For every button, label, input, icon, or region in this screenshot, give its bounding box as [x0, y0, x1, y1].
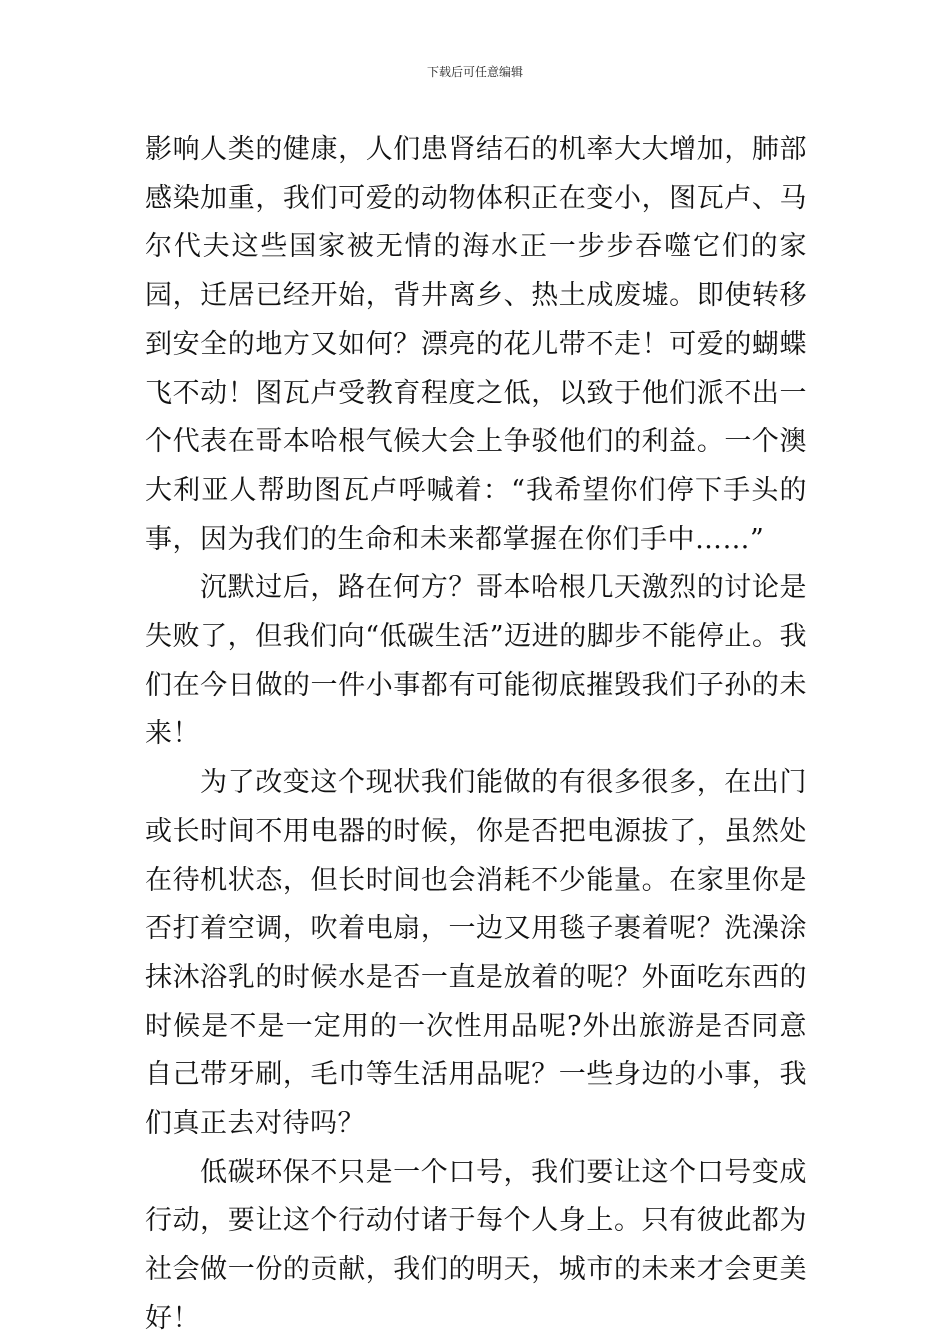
paragraph: 低碳环保不只是一个口号，我们要让这个口号变成行动，要让这个行动付诸于每个人身上。只有彼此都为社会做一份的贡献，我们的明天，城市的未来才会更美好！ — [145, 1156, 807, 1334]
header-note: 下载后可任意编辑 — [426, 65, 523, 79]
document-body — [145, 126, 807, 1344]
paragraph: 沉默过后，路在何方？哥本哈根几天激烈的讨论是失败了，但我们向“低碳生活”迈进的脚步不能停止。我们在今日做的一件小事都有可能彻底摧毁我们子孙的未来！ — [145, 572, 807, 750]
paragraph-continued: 影响人类的健康，人们患肾结石的机率大大增加，肺部感染加重，我们可爱的动物体积正在变小，图瓦卢、马尔代夫这些国家被无情的海水正一步步吞噬它们的家园，迁居已经开始，背井离乡、热土成废墟。即使转移到安全的地方又如何？漂亮的花儿带不走！可爱的蝴蝶飞不动！图瓦卢受教育程度之低，以致于他们派不出一个代表在哥本哈根气候大会上争驳他们的利益。一个澳大利亚人帮助图瓦卢呼喊着：“我希望你们停下手头的事，因为我们的生命和未来都掌握在你们手中……” — [145, 134, 807, 555]
paragraph: 为了改变这个现状我们能做的有很多很多，在出门或长时间不用电器的时候，你是否把电源拔了，虽然处在待机状态，但长时间也会消耗不少能量。在家里你是否打着空调，吹着电扇，一边又用毯子裹着呢？洗澡涂抹沐浴乳的时候水是否一直是放着的呢？外面吃东西的时候是不是一定用的一次性用品呢?外出旅游是否同意自己带牙刷，毛巾等生活用品呢？一些身边的小事，我们真正去对待吗？ — [145, 767, 807, 1140]
